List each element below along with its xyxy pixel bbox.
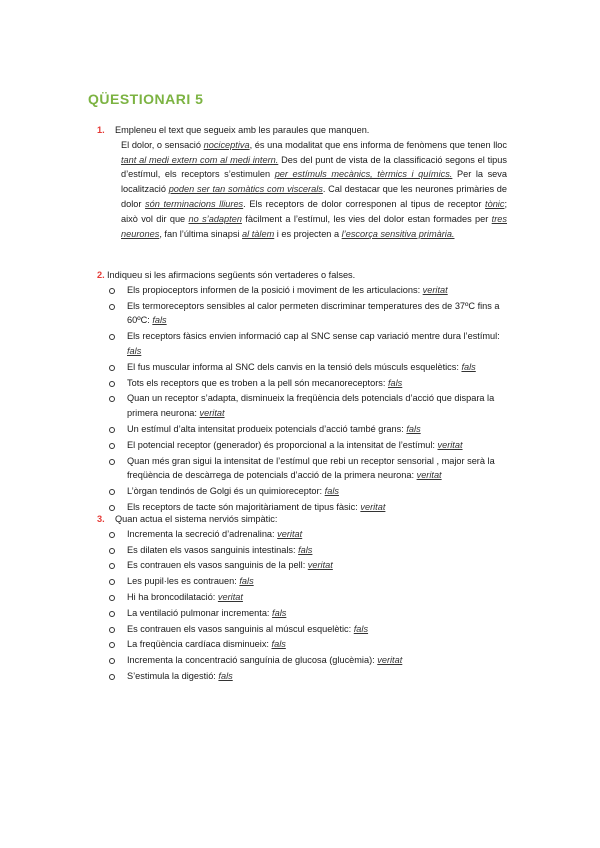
answer-label: fals bbox=[127, 345, 142, 356]
answer-label: veritat bbox=[437, 439, 463, 450]
question-number: 1. bbox=[97, 125, 105, 135]
answer-blank: nociceptiva bbox=[203, 139, 250, 150]
paragraph-text: Per la seva localització bbox=[121, 169, 507, 195]
answer-blank: tant al medi extern com al medi intern. bbox=[121, 154, 279, 165]
statement-item bbox=[117, 360, 507, 375]
question-number: 2. bbox=[97, 270, 105, 280]
statement-item bbox=[117, 622, 507, 637]
question-3 bbox=[97, 512, 507, 685]
statement-item bbox=[117, 527, 507, 542]
true-false-list bbox=[97, 283, 507, 515]
statement-text: Els receptors fàsics envien informació cap al SNC sense cap variació mentre dura l’estímul: bbox=[127, 331, 500, 342]
question-2 bbox=[97, 268, 507, 516]
statement-text: Un estímul d’alta intensitat produeix potencials d’acció també grans: bbox=[127, 423, 407, 434]
statement-text: Els propioceptors informen de la posició i moviment de les articulacions: bbox=[127, 284, 423, 295]
answer-label: veritat bbox=[416, 470, 442, 481]
answer-label: fals bbox=[239, 576, 254, 587]
statement-item bbox=[117, 574, 507, 589]
paragraph-text: , és una modalitat que ens informa de fenòmens que tenen lloc bbox=[249, 139, 507, 150]
answer-label: fals bbox=[271, 639, 286, 650]
question-intro: Indiqueu si les afirmacions següents són vertaderes o falses. bbox=[107, 270, 356, 280]
answer-label: fals bbox=[324, 486, 339, 497]
paragraph-text: i es projecten a bbox=[274, 228, 342, 239]
answer-label: veritat bbox=[199, 408, 225, 419]
answer-label: veritat bbox=[307, 560, 333, 571]
fill-in-paragraph bbox=[97, 138, 507, 242]
paragraph-text: fàcilment a l’estímul, les vies del dolor estan formades per bbox=[241, 213, 492, 224]
statement-item bbox=[117, 329, 507, 359]
statement-item bbox=[117, 283, 507, 298]
answer-label: fals bbox=[298, 544, 313, 555]
paragraph-text: ; això vol dir que bbox=[121, 198, 508, 224]
question-1 bbox=[97, 123, 507, 241]
statement-item bbox=[117, 422, 507, 437]
answer-label: veritat bbox=[422, 284, 448, 295]
paragraph-text: , fan l’última sinapsi bbox=[159, 228, 243, 239]
statement-text: La freqüència cardíaca disminueix: bbox=[127, 639, 272, 650]
answer-label: veritat bbox=[377, 655, 403, 666]
statement-item bbox=[117, 637, 507, 652]
statement-item bbox=[117, 558, 507, 573]
answer-blank: tònic bbox=[485, 198, 505, 209]
statement-item bbox=[117, 606, 507, 621]
answer-label: fals bbox=[353, 623, 369, 634]
statement-text: Es dilaten els vasos sanguinis intestinals: bbox=[127, 544, 299, 555]
statement-text: L’òrgan tendinós de Golgi és un quimioreceptor: bbox=[127, 486, 325, 497]
answer-label: fals bbox=[272, 607, 287, 618]
answer-blank: per estímuls mecànics, tèrmics i químics. bbox=[274, 169, 453, 180]
statement-text: Es contrauen els vasos sanguinis de la pell: bbox=[127, 560, 308, 571]
statement-item bbox=[117, 376, 507, 391]
question-number: 3. bbox=[97, 514, 105, 524]
answer-label: fals bbox=[152, 315, 167, 326]
statement-item bbox=[117, 484, 507, 499]
statement-item bbox=[117, 454, 507, 484]
statement-text: El potencial receptor (generador) és proporcional a la intensitat de l’estímul: bbox=[127, 439, 438, 450]
statement-text: Es contrauen els vasos sanguinis al múscul esquelètic: bbox=[127, 623, 354, 634]
statement-text: Quan un receptor s’adapta, disminueix la freqüència dels potencials d’acció que dispara la primera neurona: bbox=[127, 393, 495, 419]
answer-blank: no s’adapten bbox=[188, 213, 242, 224]
answer-label: veritat bbox=[360, 501, 386, 512]
question-intro: Quan actua el sistema nerviós simpàtic: bbox=[115, 514, 278, 524]
statement-text: Incrementa la secreció d’adrenalina: bbox=[127, 528, 278, 539]
statement-text: Quan més gran sigui la intensitat de l’estímul que rebi un receptor sensorial , major serà la freqüència de descàrrega de potencials d’acció de la primera neurona: bbox=[127, 455, 495, 481]
statement-text: Incrementa la concentració sanguínia de glucosa (glucèmia): bbox=[127, 655, 378, 666]
answer-label: veritat bbox=[277, 528, 303, 539]
page-title: QÜESTIONARI 5 bbox=[88, 91, 204, 107]
statement-text: El fus muscular informa al SNC dels canvis en la tensió dels músculs esquelètics: bbox=[127, 361, 462, 372]
statement-text: Hi ha broncodilatació: bbox=[127, 591, 218, 602]
statement-item bbox=[117, 299, 507, 329]
paragraph-text: . Els receptors de dolor corresponen al tipus de receptor bbox=[243, 198, 486, 209]
answer-blank: l’escorça sensitiva primària. bbox=[341, 228, 455, 239]
statement-item bbox=[117, 543, 507, 558]
answer-label: fals bbox=[218, 670, 233, 681]
answer-label: veritat bbox=[217, 591, 243, 602]
statement-item bbox=[117, 590, 507, 605]
statement-text: Els termoreceptors sensibles al calor permeten discriminar temperatures des de 37ºC fins a 60ºC: bbox=[127, 300, 500, 326]
statement-text: S’estimula la digestió: bbox=[127, 670, 219, 681]
answer-blank: tres neurones bbox=[121, 213, 507, 239]
answer-blank: poden ser tan somàtics com viscerals bbox=[168, 184, 323, 195]
statement-item bbox=[117, 438, 507, 453]
statement-item bbox=[117, 391, 507, 421]
paragraph-text: Des del punt de vista de la classificació segons el tipus d’estímul, els receptors s’estimulen bbox=[121, 154, 507, 180]
statement-text: Tots els receptors que es troben a la pell són mecanoreceptors: bbox=[127, 377, 388, 388]
question-intro: Empleneu el text que segueix amb les paraules que manquen. bbox=[115, 125, 370, 135]
statement-item bbox=[117, 653, 507, 668]
answer-blank: són terminacions lliures bbox=[145, 198, 244, 209]
true-false-list bbox=[97, 527, 507, 684]
statement-item bbox=[117, 669, 507, 684]
answer-label: fals bbox=[406, 423, 421, 434]
statement-text: La ventilació pulmonar incrementa: bbox=[127, 607, 273, 618]
paragraph-text: El dolor, o sensació bbox=[121, 139, 204, 150]
answer-blank: al tàlem bbox=[242, 228, 275, 239]
statement-text: Les pupil·les es contrauen: bbox=[127, 576, 240, 587]
statement-text: Els receptors de tacte són majoritàriament de tipus fàsic: bbox=[127, 501, 361, 512]
answer-label: fals bbox=[461, 361, 476, 372]
answer-label: fals bbox=[387, 377, 403, 388]
paragraph-text: . Cal destacar que les neurones primàries de dolor bbox=[121, 184, 508, 209]
